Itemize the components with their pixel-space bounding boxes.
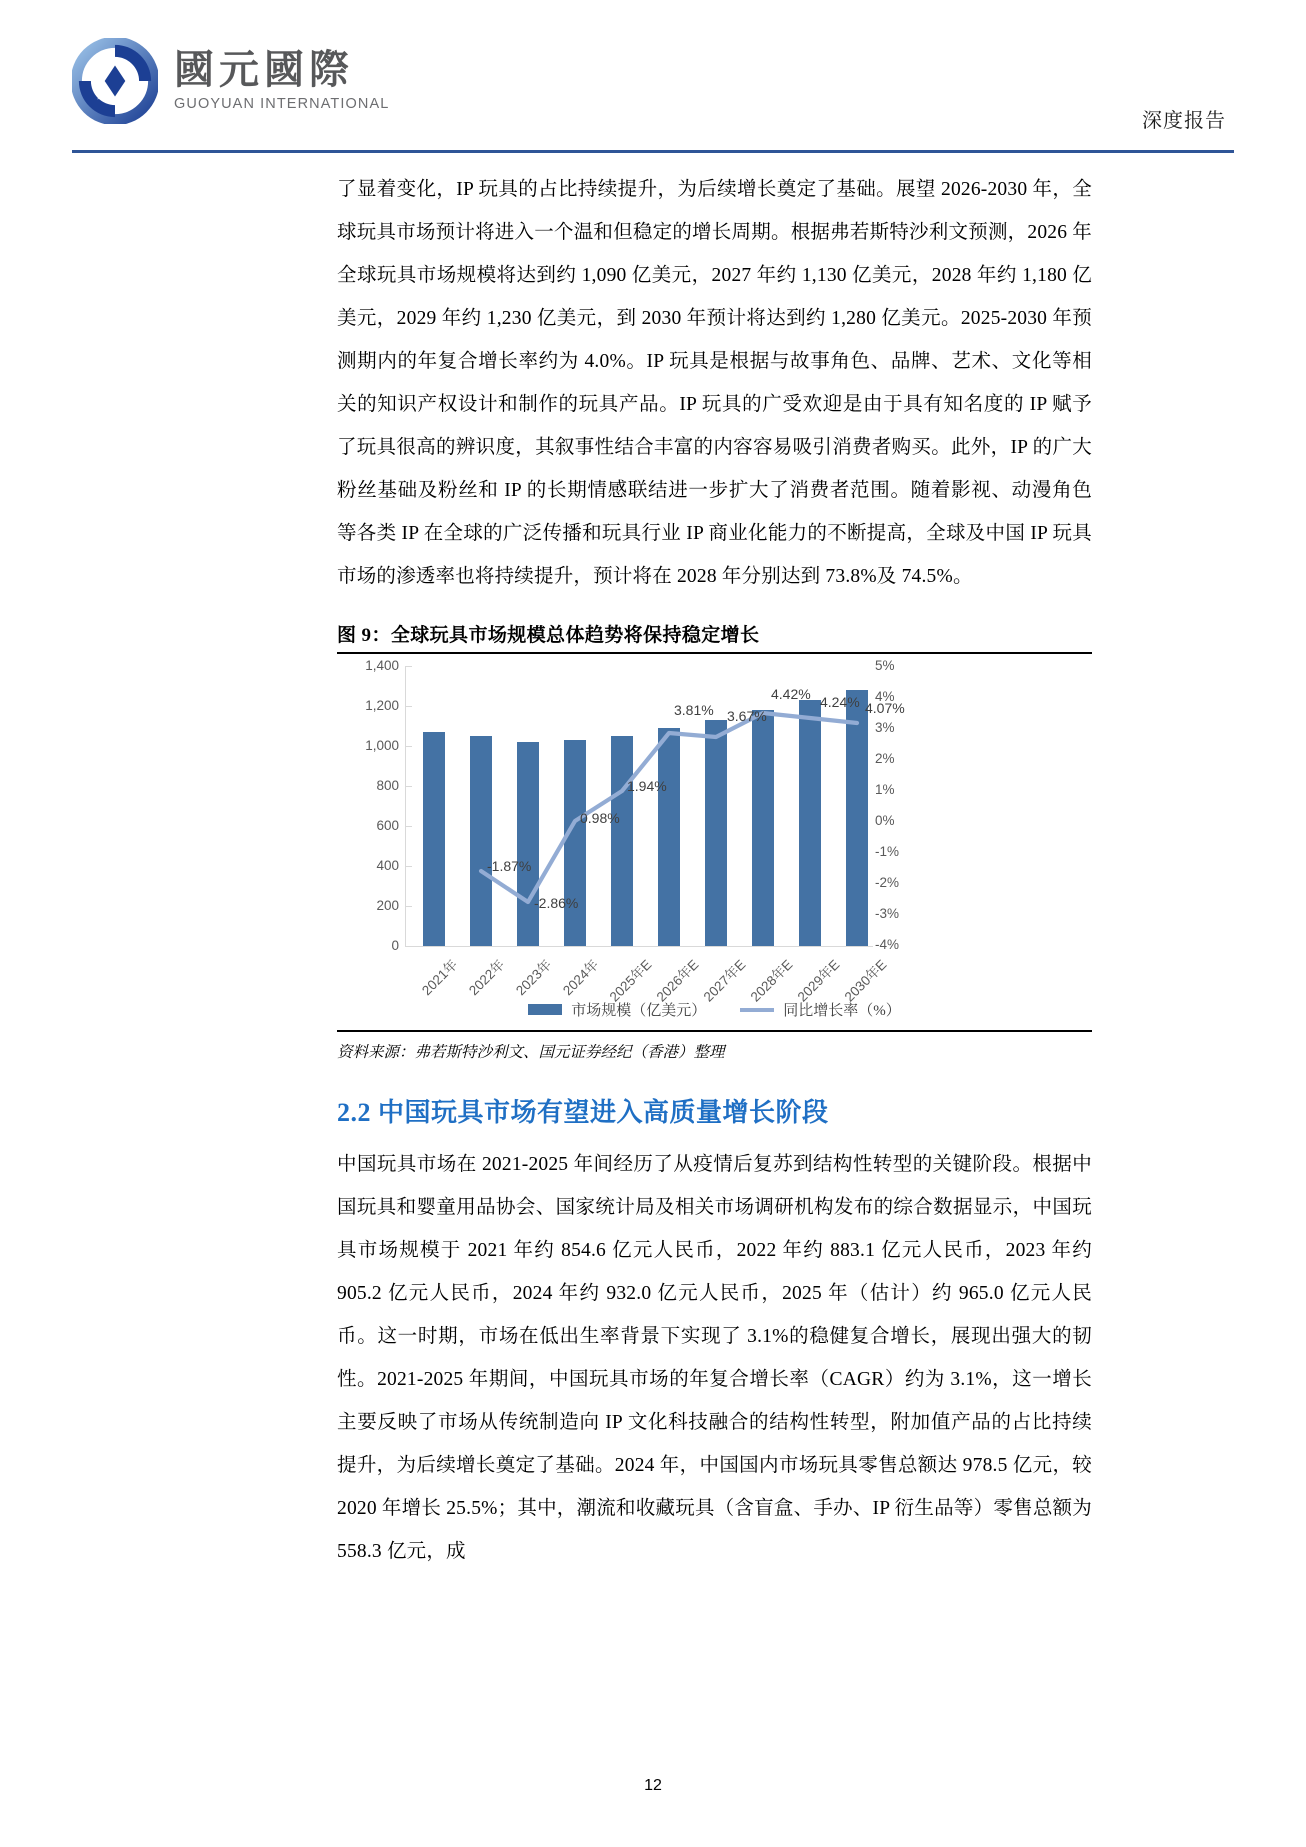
growth-label-2028: 4.42% — [771, 686, 811, 702]
x-label-2029E: 2029年E — [794, 956, 843, 1005]
y-left-tick-1000: 1,000 — [365, 738, 399, 753]
page-content — [337, 168, 1092, 1573]
x-label-2024: 2024年 — [560, 956, 602, 999]
y-left-tick-200: 200 — [376, 898, 399, 913]
paragraph-global-market: 了显着变化，IP 玩具的占比持续提升，为后续增长奠定了基础。展望 2026-2030 年，全球玩具市场预计将进入一个温和但稳定的增长周期。根据弗若斯特沙利文预测，2026 年全球玩具市场规模将达到约 1,090 亿美元，2027 年约 1,130 亿美元，2028 年约 1,180 亿美元，2029 年约 1,230 亿美元，到 2030 年预计将达到约 1,280 亿美元。2025-2030 年预测期内的年复合增长率约为 4.0%。IP 玩具是根据与故事角色、品牌、艺术、文化等相关的知识产权设计和制作的玩具产品。IP 玩具的广受欢迎是由于具有知名度的 IP 赋予了玩具很高的辨识度，其叙事性结合丰富的内容容易吸引消费者购买。此外，IP 的广大粉丝基础及粉丝和 IP 的长期情感联结进一步扩大了消费者范围。随着影视、动漫角色等各类 IP 在全球的广泛传播和玩具行业 IP 商业化能力的不断提高，全球及中国 IP 玩具市场的渗透率也将持续提升，预计将在 2028 年分别达到 73.8%及 74.5%。 — [337, 179, 1092, 587]
y-right-tick-4: 4% — [875, 689, 895, 704]
growth-label-2022: -1.87% — [487, 858, 532, 874]
legend-label-growth-rate: 同比增长率（%） — [783, 1003, 901, 1019]
chart-legend — [337, 999, 1092, 1020]
x-label-2025E: 2025年E — [606, 956, 655, 1005]
y-right-tick-0: 0% — [875, 813, 895, 828]
legend-bar-swatch-icon — [528, 1004, 562, 1015]
page-number: 12 — [644, 1777, 662, 1794]
header-divider — [72, 150, 1234, 153]
brand-logo — [72, 38, 389, 124]
growth-label-2026: 3.81% — [674, 702, 714, 718]
growth-label-2024: 0.98% — [580, 810, 620, 826]
legend-label-market-size: 市场规模（亿美元） — [571, 1003, 707, 1019]
y-left-tick-0: 0 — [391, 938, 399, 953]
section-heading-2-2: 2.2 中国玩具市场有望进入高质量增长阶段 — [337, 1098, 829, 1127]
growth-label-2030: 4.07% — [865, 700, 905, 716]
logo-english-name: GUOYUAN INTERNATIONAL — [174, 96, 390, 113]
guoyuan-logo-icon — [72, 38, 158, 124]
y-right-tick-1: 1% — [875, 782, 895, 797]
report-type-label: 深度报告 — [1142, 110, 1226, 132]
figure-source: 资料来源：弗若斯特沙利文、国元证券经纪（香港）整理 — [337, 1044, 725, 1061]
logo-chinese-name: 國元國際 — [174, 48, 354, 93]
y-left-tick-1200: 1,200 — [365, 698, 399, 713]
y-left-tick-800: 800 — [376, 778, 399, 793]
y-right-tick-neg2: -2% — [875, 875, 900, 890]
figure-9 — [337, 620, 1092, 1062]
x-label-2023: 2023年 — [513, 956, 555, 999]
y-left-tick-600: 600 — [376, 818, 399, 833]
x-label-2022: 2022年 — [466, 956, 508, 999]
growth-label-2025: 1.94% — [627, 778, 667, 794]
legend-item-growth-rate — [740, 999, 901, 1020]
y-right-tick-neg3: -3% — [875, 906, 900, 921]
y-right-tick-3: 3% — [875, 720, 895, 735]
legend-item-market-size — [528, 999, 706, 1020]
y-left-tick-1400: 1,400 — [365, 658, 399, 673]
x-label-2021: 2021年 — [419, 956, 461, 999]
x-label-2027E: 2027年E — [700, 956, 749, 1005]
y-right-tick-2: 2% — [875, 751, 895, 766]
growth-rate-line — [337, 658, 900, 958]
y-right-tick-neg4: -4% — [875, 937, 900, 952]
y-right-tick-5: 5% — [875, 658, 895, 673]
x-label-2028E: 2028年E — [747, 956, 796, 1005]
x-label-2030E: 2030年E — [841, 956, 890, 1005]
x-label-2026E: 2026年E — [653, 956, 702, 1005]
y-right-tick-neg1: -1% — [875, 844, 900, 859]
legend-line-swatch-icon — [740, 1008, 774, 1012]
growth-label-2027: 3.67% — [727, 708, 767, 724]
chart-canvas — [337, 658, 1092, 1026]
y-left-tick-400: 400 — [376, 858, 399, 873]
page-header — [0, 0, 1306, 152]
growth-label-2029: 4.24% — [820, 694, 860, 710]
growth-label-2023: -2.86% — [534, 895, 579, 911]
figure-caption: 图 9：全球玩具市场规模总体趋势将保持稳定增长 — [337, 625, 760, 646]
paragraph-china-market: 中国玩具市场在 2021-2025 年间经历了从疫情后复苏到结构性转型的关键阶段。根据中国玩具和婴童用品协会、国家统计局及相关市场调研机构发布的综合数据显示，中国玩具市场规模于 2021 年约 854.6 亿元人民币，2022 年约 883.1 亿元人民币，2023 年约 905.2 亿元人民币，2024 年约 932.0 亿元人民币，2025 年（估计）约 965.0 亿元人民币。这一时期，市场在低出生率背景下实现了 3.1%的稳健复合增长，展现出强大的韧性。2021-2025 年期间，中国玩具市场的年复合增长率（CAGR）约为 3.1%，这一增长主要反映了市场从传统制造向 IP 文化科技融合的结构性转型，附加值产品的占比持续提升，为后续增长奠定了基础。2024 年，中国国内市场玩具零售总额达 978.5 亿元，较 2020 年增长 25.5%；其中，潮流和收藏玩具（含盲盒、手办、IP 衍生品等）零售总额为 558.3 亿元，成 — [337, 1154, 1092, 1562]
figure-top-rule — [337, 652, 1092, 654]
